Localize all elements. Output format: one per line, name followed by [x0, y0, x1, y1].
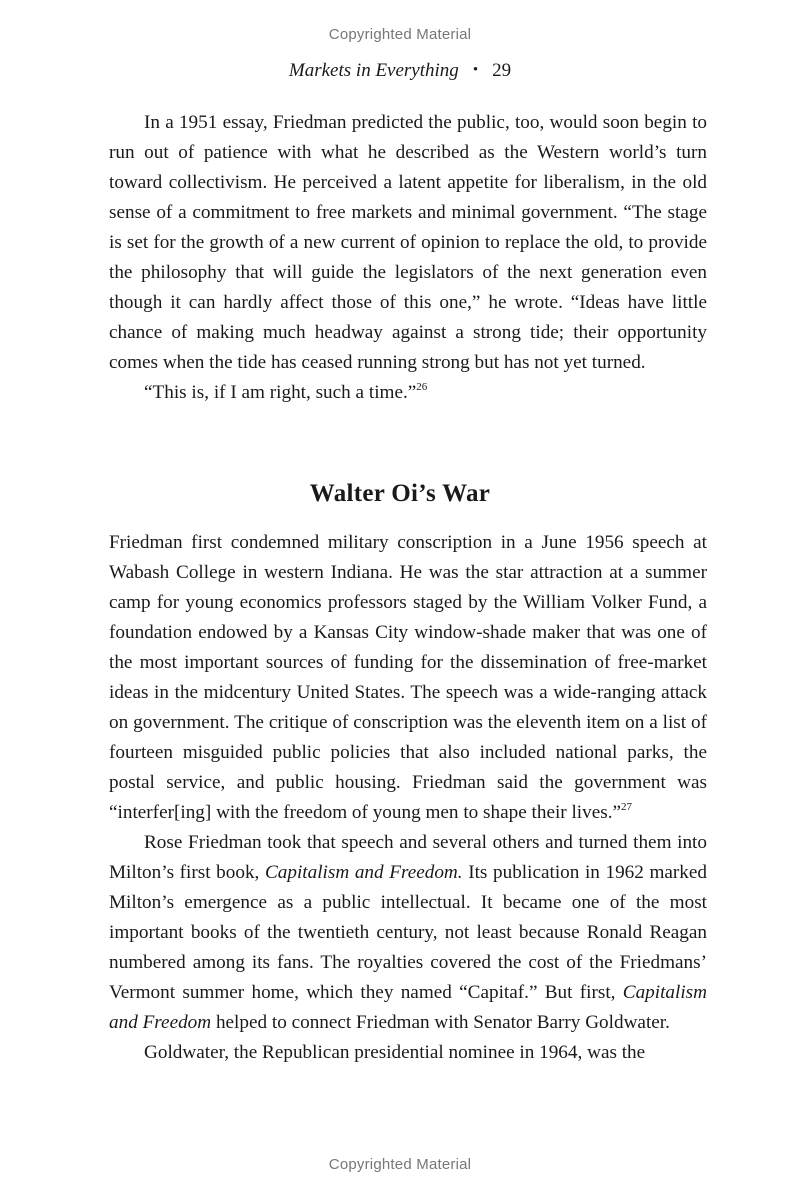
paragraph-text: Its publication in 1962 marked Milton’s emergence as a public intellectual. It became one of the most important books of the twentieth century, not least because Ronald Reagan numbered among its fans. The royalties covered the cost of the Friedmans’ Vermont summer home, which they named “Capitaf.” But first,: [109, 862, 708, 1003]
body-text-section: [109, 528, 707, 1068]
paragraph-text: Goldwater, the Republican presidential nominee in 1964, was the: [144, 1042, 646, 1063]
running-head: [0, 60, 800, 82]
running-head-bullet: •: [472, 62, 479, 78]
paragraph-text: helped to connect Friedman with Senator Barry Goldwater.: [215, 1012, 670, 1033]
running-head-title: Markets in Everything: [288, 60, 459, 81]
copyright-watermark-bottom: Copyrighted Material: [328, 1156, 472, 1173]
paragraph: [109, 828, 707, 1038]
page-number: 29: [492, 60, 512, 81]
body-text-before-section: [109, 108, 707, 408]
paragraph: [109, 378, 707, 408]
paragraph-text: Rose Friedman took that speech and several others and turned them into Milton’s first book,: [109, 832, 707, 883]
endnote-ref: 27: [621, 800, 633, 813]
endnote-ref: 26: [416, 380, 428, 393]
paragraph: [109, 1038, 707, 1068]
paragraph-text: Friedman first condemned military conscription in a June 1956 speech at Wabash College in western Indiana. He was the star attraction at a summer camp for young economics professors staged by the William Volker Fund, a foundation endowed by a Kansas City window-shade maker that was one of the most important sources of funding for the dissemination of free-market ideas in the midcentury United States. The speech was a wide-ranging attack on government. The critique of conscription was the eleventh item on a list of fourteen misguided public policies that also included national parks, the postal service, and public housing. Friedman said the government was “interfer[ing] with the freedom of young men to shape their lives.”: [109, 532, 707, 823]
section-heading: Walter Oi’s War: [309, 480, 491, 507]
book-title: Capitalism and Freedom.: [264, 862, 463, 883]
book-title: Capitalism and Freedom: [109, 982, 708, 1033]
paragraph-text: “This is, if I am right, such a time.”: [144, 382, 417, 403]
paragraph: [109, 108, 707, 378]
copyright-watermark-top: Copyrighted Material: [328, 26, 472, 43]
paragraph-text: In a 1951 essay, Friedman predicted the public, too, would soon begin to run out of patience with what he described as the Western world’s turn toward collectivism. He perceived a latent appetite for liberalism, in the old sense of a commitment to free markets and minimal government. “The stage is set for the growth of a new current of opinion to replace the old, to provide the philosophy that will guide the legislators of the next generation even though it can hardly affect those of this one,” he wrote. “Ideas have little chance of making much headway against a strong tide; their opportunity comes when the tide has ceased running strong but has not yet turned.: [109, 112, 707, 373]
paragraph: [109, 528, 707, 828]
